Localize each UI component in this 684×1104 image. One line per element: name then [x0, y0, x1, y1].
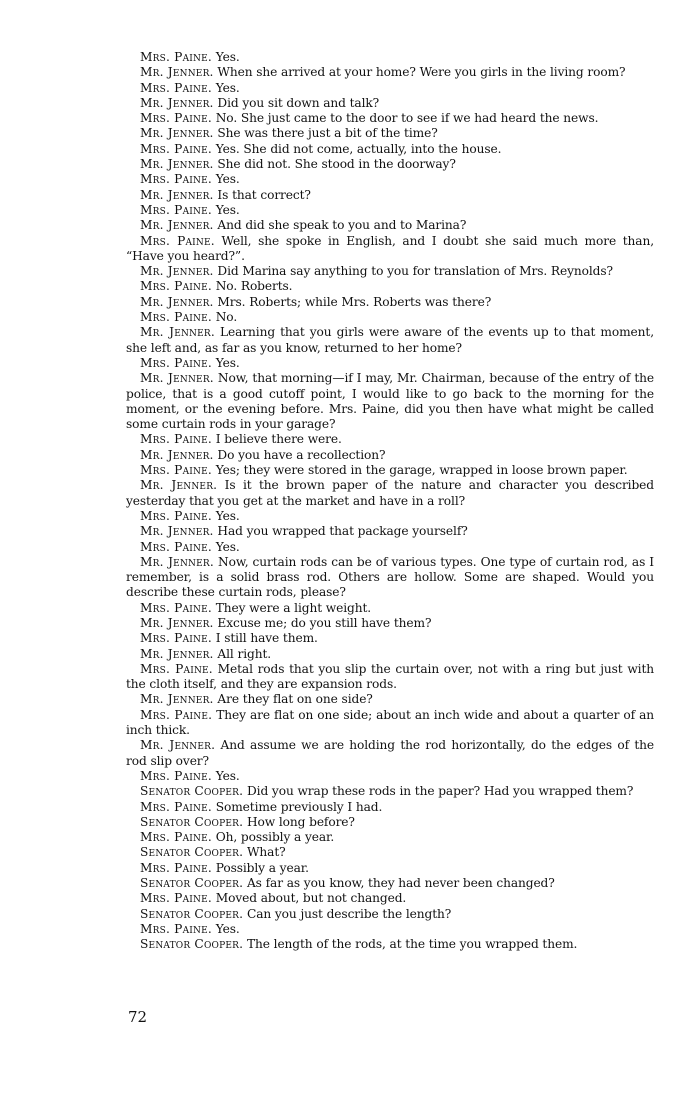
transcript-paragraph [126, 907, 654, 922]
speaker-label: Mrs. Paine. [140, 799, 212, 814]
speaker-label: Mr. Jenner. [140, 738, 216, 753]
utterance-text: Learning that you girls were aware of the events up to that moment, she left and, as far as you know, returned to her home? [126, 325, 654, 355]
utterance-text: Metal rods that you slip the curtain over, not with a ring but just with the cloth itself, and they are expansion rods. [126, 661, 654, 692]
utterance-text: Possibly a year. [215, 860, 309, 875]
utterance-text: She did not. She stood in the doorway? [217, 157, 456, 172]
speaker-label: Senator Cooper. [140, 906, 244, 921]
utterance-text: Yes. [215, 202, 240, 217]
speaker-label: Senator Cooper. [140, 937, 244, 952]
speaker-label: Mr. Jenner. [140, 65, 214, 80]
speaker-label: Mrs. Paine. [140, 432, 212, 447]
speaker-label: Mr. Jenner. [140, 692, 214, 707]
utterance-text: Can you just describe the length? [246, 906, 452, 921]
speaker-label: Mrs. Paine. [140, 539, 212, 554]
transcript-paragraph [126, 845, 654, 860]
utterance-text: Did Marina say anything to you for translation of Mrs. Reynolds? [217, 264, 613, 279]
transcript-paragraph [126, 310, 654, 325]
utterance-text: Is that correct? [217, 187, 311, 202]
utterance-text: Now, curtain rods can be of various types. One type of curtain rod, as I remember, is a solid brass rod. Others are hollow. Some are shaped. Would you describe these curtain rods, please? [126, 554, 655, 600]
transcript-paragraph [126, 861, 654, 876]
utterance-text: Yes. She did not come, actually, into the house. [215, 141, 502, 156]
utterance-text: Yes; they were stored in the garage, wrapped in loose brown paper. [215, 463, 628, 478]
transcript-paragraph [126, 662, 654, 693]
utterance-text: Yes. [215, 50, 240, 64]
speaker-label: Mr. Jenner. [140, 264, 214, 279]
utterance-text: Did you wrap these rods in the paper? Had you wrapped them? [246, 784, 634, 799]
speaker-label: Mrs. Paine. [140, 50, 212, 64]
transcript-paragraph [126, 203, 654, 218]
utterance-text: Had you wrapped that package yourself? [217, 524, 468, 539]
transcript-paragraph [126, 356, 654, 371]
transcript-paragraph [126, 616, 654, 631]
speaker-label: Senator Cooper. [140, 845, 244, 860]
transcript-paragraph [126, 631, 654, 646]
utterance-text: Are they flat on one side? [217, 692, 373, 707]
speaker-label: Mr. Jenner. [140, 294, 214, 309]
speaker-label: Mrs. Paine. [140, 355, 212, 370]
speaker-label: Senator Cooper. [140, 814, 244, 829]
speaker-label: Mrs. Paine. [140, 921, 212, 936]
speaker-label: Mrs. Paine. [140, 80, 212, 95]
speaker-label: Mr. Jenner. [140, 524, 214, 539]
speaker-label: Mrs. Paine. [140, 830, 212, 845]
utterance-text: Now, that morning—if I may, Mr. Chairman, because of the entry of the police, that is a good cutoff point, I would like to go back to the morning for the moment, or the evening before. Mrs. Paine, did you then have what might be called some curtain rods in your garage? [126, 371, 655, 432]
transcript-paragraph [126, 647, 654, 662]
transcript-paragraph [126, 96, 654, 111]
speaker-label: Senator Cooper. [140, 876, 244, 891]
utterance-text: All right. [217, 646, 272, 661]
speaker-label: Mrs. Paine. [140, 202, 212, 217]
speaker-label: Mr. Jenner. [140, 95, 214, 110]
transcript-paragraph [126, 555, 654, 601]
transcript-paragraph [126, 142, 654, 157]
utterance-text: Do you have a recollection? [217, 447, 386, 462]
utterance-text: Oh, possibly a year. [215, 830, 335, 845]
transcript-paragraph [126, 937, 654, 952]
page-number: 72 [128, 1008, 148, 1026]
speaker-label: Mrs. Paine. [140, 172, 212, 187]
transcript-paragraph [126, 708, 654, 739]
transcript-paragraph [126, 509, 654, 524]
transcript-paragraph [126, 769, 654, 784]
speaker-label: Mr. Jenner. [140, 126, 214, 141]
utterance-text: Moved about, but not changed. [215, 891, 407, 906]
utterance-text: Yes. [215, 80, 240, 95]
speaker-label: Mr. Jenner. [140, 157, 214, 172]
speaker-label: Mr. Jenner. [140, 646, 214, 661]
speaker-label: Mrs. Paine. [140, 508, 212, 523]
utterance-text: Yes. [215, 921, 240, 936]
utterance-text: Sometime previously I had. [215, 799, 383, 814]
utterance-text: Excuse me; do you still have them? [217, 615, 432, 630]
utterance-text: They were a light weight. [215, 600, 372, 615]
transcript-paragraph [126, 784, 654, 799]
speaker-label: Mr. Jenner. [140, 325, 215, 340]
transcript-paragraph [126, 325, 654, 356]
utterance-text: She was there just a bit of the time? [217, 126, 438, 141]
transcript-paragraph [126, 601, 654, 616]
speaker-label: Mrs. Paine. [140, 279, 212, 294]
transcript-paragraph [126, 448, 654, 463]
speaker-label: Mrs. Paine. [140, 111, 212, 126]
speaker-label: Mr. Jenner. [140, 478, 218, 493]
utterance-text: No. [215, 310, 238, 325]
speaker-label: Mrs. Paine. [140, 707, 213, 722]
transcript-paragraph [126, 279, 654, 294]
transcript-paragraph [126, 692, 654, 707]
transcript-paragraph [126, 295, 654, 310]
speaker-label: Senator Cooper. [140, 784, 244, 799]
utterance-text: Did you sit down and talk? [217, 95, 380, 110]
utterance-text: Is it the brown paper of the nature and character you described yesterday that you get at the market and have in a roll? [126, 478, 654, 508]
transcript-paragraph [126, 218, 654, 233]
transcript-paragraph [126, 830, 654, 845]
utterance-text: Yes. [215, 508, 240, 523]
speaker-label: Mrs. Paine. [140, 600, 212, 615]
speaker-label: Mr. Jenner. [140, 615, 214, 630]
transcript-paragraph [126, 126, 654, 141]
utterance-text: Yes. [215, 355, 240, 370]
utterance-text: When she arrived at your home? Were you girls in the living room? [217, 65, 626, 80]
speaker-label: Mr. Jenner. [140, 371, 214, 386]
speaker-label: Mrs. Paine. [140, 141, 212, 156]
utterance-text: Yes. [215, 172, 240, 187]
utterance-text: As far as you know, they had never been changed? [246, 876, 555, 891]
transcript-paragraph [126, 876, 654, 891]
utterance-text: What? [246, 845, 286, 860]
speaker-label: Mrs. Paine. [140, 768, 212, 783]
utterance-text: Well, she spoke in English, and I doubt she said much more than, “Have you heard?”. [126, 233, 654, 263]
transcript-paragraph [126, 234, 654, 265]
speaker-label: Mrs. Paine. [140, 661, 213, 676]
speaker-label: Mrs. Paine. [140, 310, 212, 325]
transcript-paragraph [126, 50, 654, 65]
utterance-text: And assume we are holding the rod horizontally, do the edges of the rod slip over? [126, 738, 655, 768]
transcript-paragraph [126, 922, 654, 937]
utterance-text: No. Roberts. [215, 279, 293, 294]
transcript-paragraph [126, 432, 654, 447]
transcript-paragraph [126, 65, 654, 80]
transcript-paragraph [126, 371, 654, 432]
transcript-paragraph [126, 188, 654, 203]
speaker-label: Mr. Jenner. [140, 554, 214, 569]
speaker-label: Mrs. Paine. [140, 891, 212, 906]
transcript-paragraph [126, 111, 654, 126]
transcript-paragraph [126, 157, 654, 172]
utterance-text: The length of the rods, at the time you wrapped them. [246, 937, 578, 952]
utterance-text: They are flat on one side; about an inch wide and about a quarter of an inch thick. [126, 707, 654, 738]
speaker-label: Mrs. Paine. [140, 631, 212, 646]
speaker-label: Mr. Jenner. [140, 447, 214, 462]
transcript-paragraph [126, 524, 654, 539]
speaker-label: Mrs. Paine. [140, 463, 212, 478]
transcript-paragraph [126, 478, 654, 509]
transcript-paragraph [126, 264, 654, 279]
utterance-text: And did she speak to you and to Marina? [217, 218, 467, 233]
speaker-label: Mr. Jenner. [140, 187, 214, 202]
utterance-text: Yes. [215, 539, 240, 554]
transcript-body [126, 50, 654, 953]
transcript-paragraph [126, 540, 654, 555]
transcript-paragraph [126, 891, 654, 906]
speaker-label: Mrs. Paine. [140, 233, 215, 248]
utterance-text: No. She just came to the door to see if we had heard the news. [215, 111, 599, 126]
utterance-text: I still have them. [215, 631, 318, 646]
speaker-label: Mr. Jenner. [140, 218, 214, 233]
utterance-text: How long before? [246, 814, 355, 829]
utterance-text: Yes. [215, 768, 240, 783]
transcript-paragraph [126, 172, 654, 187]
transcript-paragraph [126, 738, 654, 769]
transcript-paragraph [126, 81, 654, 96]
transcript-paragraph [126, 815, 654, 830]
speaker-label: Mrs. Paine. [140, 860, 212, 875]
transcript-paragraph [126, 463, 654, 478]
transcript-paragraph [126, 800, 654, 815]
utterance-text: Mrs. Roberts; while Mrs. Roberts was there? [217, 294, 492, 309]
utterance-text: I believe there were. [215, 432, 342, 447]
